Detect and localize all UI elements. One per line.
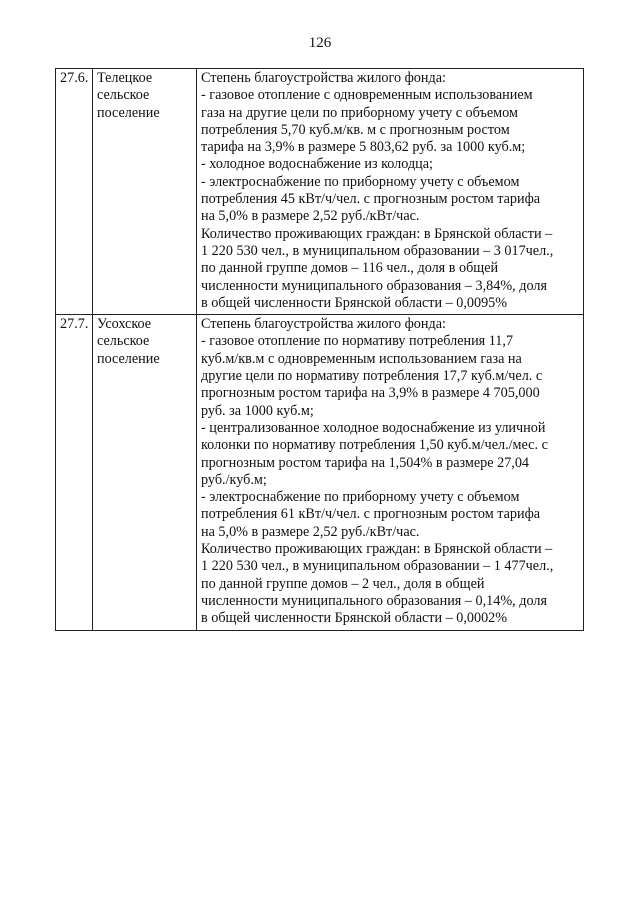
table-row xyxy=(56,69,584,315)
desc-line: на 5,0% в размере 2,52 руб./кВт/час. xyxy=(201,208,420,225)
desc-line: Количество проживающих граждан: в Брянской области – xyxy=(201,541,553,558)
desc-line: прогнозным ростом тарифа на 1,504% в размере 27,04 xyxy=(201,454,530,471)
name-line: Телецкое xyxy=(97,70,153,86)
name-line: Усохское xyxy=(97,316,152,333)
desc-line: Степень благоустройства жилого фонда: xyxy=(201,70,446,86)
desc-line: по данной группе домов – 2 чел., доля в общей xyxy=(201,575,485,592)
desc-line: в общей численности Брянской области – 0,0095% xyxy=(201,294,508,311)
desc-line: газа на другие цели по приборному учету с объемом xyxy=(201,104,518,121)
desc-line: тарифа на 3,9% в размере 5 803,62 руб. за 1000 куб.м; xyxy=(201,139,526,156)
desc-line: 1 220 530 чел., в муниципальном образовании – 3 017чел., xyxy=(201,242,554,259)
desc-line: потребления 61 кВт/ч/чел. с прогнозным ростом тарифа xyxy=(201,506,541,523)
desc-line: на 5,0% в размере 2,52 руб./кВт/час. xyxy=(201,523,420,540)
desc-line: куб.м/кв.м с одновременным использованием газа на xyxy=(201,350,522,367)
desc-line: по данной группе домов – 116 чел., доля в общей xyxy=(201,260,499,277)
settlement-name xyxy=(93,315,197,630)
desc-line: численности муниципального образования – 0,14%, доля xyxy=(201,592,547,609)
name-line: сельское xyxy=(97,87,150,104)
settlement-description xyxy=(197,315,584,630)
desc-line: 1 220 530 чел., в муниципальном образовании – 1 477чел., xyxy=(201,558,554,575)
desc-line: - газовое отопление с одновременным использованием xyxy=(201,87,533,104)
name-line: сельское xyxy=(97,333,150,350)
settlement-description xyxy=(197,69,584,315)
desc-line: - централизованное холодное водоснабжение из уличной xyxy=(201,419,546,436)
name-line: поселение xyxy=(97,104,160,121)
desc-line: - холодное водоснабжение из колодца; xyxy=(201,156,433,173)
row-number: 27.6. xyxy=(56,69,93,315)
desc-line: - электроснабжение по приборному учету с объемом xyxy=(201,489,520,506)
desc-line: в общей численности Брянской области – 0,0002% xyxy=(201,610,508,627)
name-line: поселение xyxy=(97,350,160,367)
desc-line: потребления 5,70 куб.м/кв. м с прогнозным ростом xyxy=(201,121,510,138)
desc-line: руб./куб.м; xyxy=(201,471,267,488)
settlements-table xyxy=(55,68,584,631)
desc-line: другие цели по нормативу потребления 17,7 куб.м/чел. с xyxy=(201,368,543,385)
desc-line: Количество проживающих граждан: в Брянской области – xyxy=(201,225,553,242)
desc-line: прогнозным ростом тарифа на 3,9% в размере 4 705,000 xyxy=(201,385,540,402)
desc-line: потребления 45 кВт/ч/чел. с прогнозным ростом тарифа xyxy=(201,191,541,208)
row-number: 27.7. xyxy=(56,315,93,630)
page-number: 126 xyxy=(308,35,332,51)
desc-line: численности муниципального образования – 3,84%, доля xyxy=(201,277,547,294)
table-row xyxy=(56,315,584,630)
desc-line: Степень благоустройства жилого фонда: xyxy=(201,316,446,333)
desc-line: - газовое отопление по нормативу потребления 11,7 xyxy=(201,333,514,350)
settlement-name xyxy=(93,69,197,315)
desc-line: колонки по нормативу потребления 1,50 куб.м/чел./мес. с xyxy=(201,437,548,454)
desc-line: - электроснабжение по приборному учету с объемом xyxy=(201,173,520,190)
desc-line: руб. за 1000 куб.м; xyxy=(201,402,314,419)
